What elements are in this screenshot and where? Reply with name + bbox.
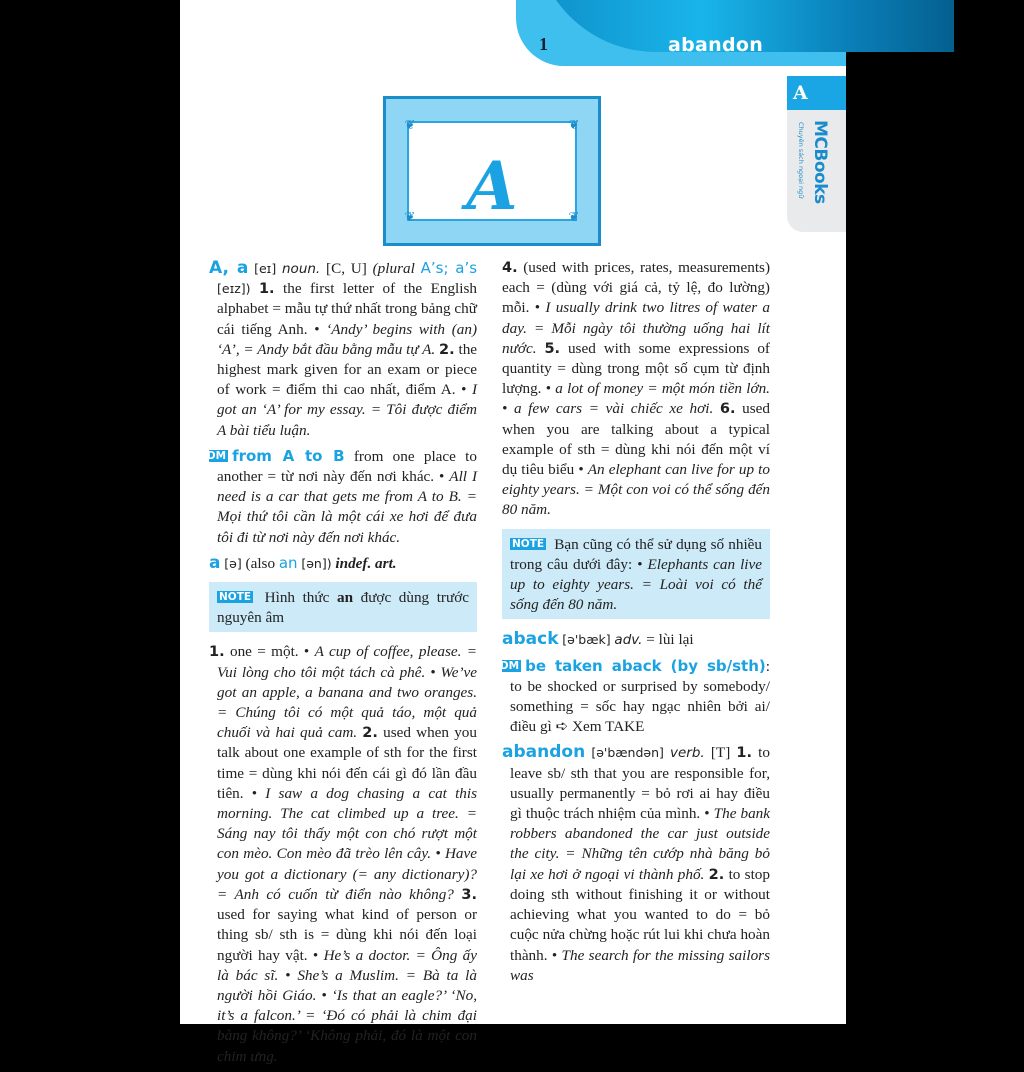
idiom-tag: IDM [203,449,227,462]
pronunciation: [ə'bændən] [591,745,664,761]
example: Elephants can live up to eighty years. = Loài voi có thể sống đến 80 năm. [510,555,762,614]
sense-number: 4. [502,260,518,276]
alternate-form: an [278,553,298,572]
sense-definition: the first letter of the English alphabet = mẫu tự thứ nhất trong bảng chữ cái tiếng Anh. • [217,280,478,338]
example: A cup of coffee, please. = Vui lòng cho tôi một tách cà phê. • We’ve got an apple, a banana and two oranges. = Chúng tôi có một quả táo, một quả chuối và hai quả cam. [217,643,478,742]
sense-number: 5. [544,340,561,357]
headword: a [209,552,221,573]
example: The search for the missing sailors was [510,946,771,984]
idiom-definition: : to be shocked or surprised by somebody/ something = sốc hay ngạc nhiên bởi ai/ điều gì [510,657,770,736]
sense-number: 2. [708,866,725,883]
grammar-code: [C, U] [326,260,367,277]
meaning: = lùi lại [646,631,694,649]
note-tag: NOTE [219,591,252,604]
example: An elephant can live for up to eighty years. = Một con voi có thể sống đến 80 năm. [502,461,770,519]
sense-definition: used for saying what kind of person or thing sb/ sth is = dùng khi nói đến loại người hay vật. • [217,906,477,964]
plural-label: (plural [372,260,415,277]
pronunciation: [ə] [224,555,242,571]
sense-definition: used when you talk about one example of sth for the first time = dùng khi nói đến cái gì đó lần đầu tiên. • [217,724,477,802]
entry-a-article-senses [209,642,477,1066]
headword: aback [502,629,559,650]
note-text: Bạn cũng có thể sử dụng số nhiều trong câu dưới đây: • [510,535,763,573]
right-column [496,258,771,991]
example: I got an ‘A’ for my essay. = Tôi được điểm A bài tiểu luận. [217,381,477,439]
example: He’s a doctor. = Ông ấy là bác sĩ. • She’s a Muslim. = Bà ta là người hồi Giáo. • ‘Is that an eagle?’ ‘No, it’s a falcon.’ = ‘Đó có phải là chim đại bàng không?’ ‘Không phải, đó là một con chim ưng. [217,946,477,1065]
header-banner [516,0,846,66]
note-keyword: an [336,589,354,607]
section-letter-frame [383,96,601,246]
sense-definition: to leave sb/ sth that you are responsible for, usually permanently = bỏ rơi ai hay điều gì thuộc trách nhiệm của mình. • [510,744,770,823]
ornament-icon: ❦ [568,117,580,132]
entry-a-article [209,553,477,574]
entry-a-noun [209,258,477,441]
entry-a-article-continued [502,258,770,521]
example: ‘Andy’ begins with (an) ‘A’, = Andy bắt đầu bằng mẫu tự A. [217,320,478,358]
thumb-index-letter: A [787,76,846,110]
section-letter: A [466,147,518,225]
sense-number: 2. [439,341,455,358]
part-of-speech: verb. [670,745,705,762]
idiom-taken-aback [496,656,770,738]
alternate-pronunciation: [ən]) [301,555,332,571]
headword: abandon [502,742,586,763]
section-letter-inner [407,121,577,225]
note-box [502,529,770,620]
part-of-speech: adv. [614,632,643,649]
thumb-index-tab [787,76,846,232]
idiom-from-a-to-b [203,446,478,548]
sense-definition: one = một. • [229,643,310,661]
dictionary-page [180,0,846,1065]
grammar-code: [T] [710,744,731,762]
idiom-tag: IDM [496,659,520,672]
sense-number: 3. [461,886,478,903]
idiom-phrase: be taken aback (by sb/sth) [525,656,766,675]
entry-aback [502,629,770,650]
sense-definition: used when you are talking about a typical example of sth = dùng khi nói đến một ví dụ tiêu biểu • [502,400,771,479]
running-head: abandon [668,34,764,56]
ornament-icon: ❦ [404,117,416,132]
example: I saw a dog chasing a cat this morning. The cat climbed up a tree. = Sáng nay tôi thấy một con chó rượt một con mèo. Con mèo đã trèo lên cây. • Have you got a dictionary (= any dictionary)? = Anh có cuốn từ điển nào không? [217,784,478,903]
note-tag: NOTE [512,537,545,550]
part-of-speech: noun. [282,261,321,277]
idiom-definition: from one place to another = từ nơi này đến nơi khác. • [217,447,477,486]
sense-number: 6. [719,401,736,418]
cross-reference: Xem TAKE [572,718,645,736]
example: All I need is a car that gets me from A to B. = Mọi thứ tôi cần là một cái xe hơi để đưa tôi đi từ nơi này đến nơi khác. [217,468,478,546]
sense-number: 2. [362,725,378,742]
pronunciation: [eɪ] [254,261,277,276]
note-text: được dùng trước nguyên âm [217,589,469,627]
sense-definition: (used with prices, rates, measurements) each = (dùng với giá cả, tỷ lệ, đo lường) mỗi. • [502,259,771,317]
example: I usually drink two litres of water a day. = Mỗi ngày tôi thường uống hai lít nước. [502,299,770,357]
sense-number: 1. [736,745,753,762]
plural-pronunciation: [eɪz]) [217,281,251,297]
cross-reference-arrow-icon: ➪ [555,718,569,736]
brand-logo: MCBooks [810,120,830,204]
sense-number: 1. [209,644,225,661]
ornament-icon: ❦ [568,209,580,224]
sense-definition: the highest mark given for an exam or piece of work = điểm thi cao nhất, điểm A. • [217,340,478,399]
example: a lot of money = một món tiền lớn. • a few cars = vài chiếc xe hơi. [502,380,770,418]
example: The bank robbers abandoned the car just outside the city. = Những tên cướp nhà băng bỏ lại xe hơi ở ngoại vi thành phố. [510,805,771,883]
brand-tagline: Chuyên sách ngoại ngữ [797,122,805,199]
idiom-phrase: from A to B [232,446,345,465]
entry-abandon [502,742,770,985]
pronunciation: [ə'bæk] [562,632,611,648]
note-box [209,582,477,632]
headword: A, a [209,258,249,278]
page-number: 1 [539,34,548,54]
part-of-speech: indef. art. [335,554,397,572]
plural-forms: A’s; a’s [420,259,478,277]
sense-definition: to stop doing sth without finishing it or without achieving what you wanted to do = bỏ cuộc nửa chừng hoặc rút lui khi chưa hoàn thành. • [510,865,770,964]
sense-definition: used with some expressions of quantity = dùng trong một số cụm từ định lượng. • [502,339,770,398]
note-text: Hình thức [264,589,330,607]
also-label: (also [245,554,276,572]
ornament-icon: ❦ [404,209,416,224]
sense-number: 1. [258,281,275,298]
left-column [203,258,478,1072]
